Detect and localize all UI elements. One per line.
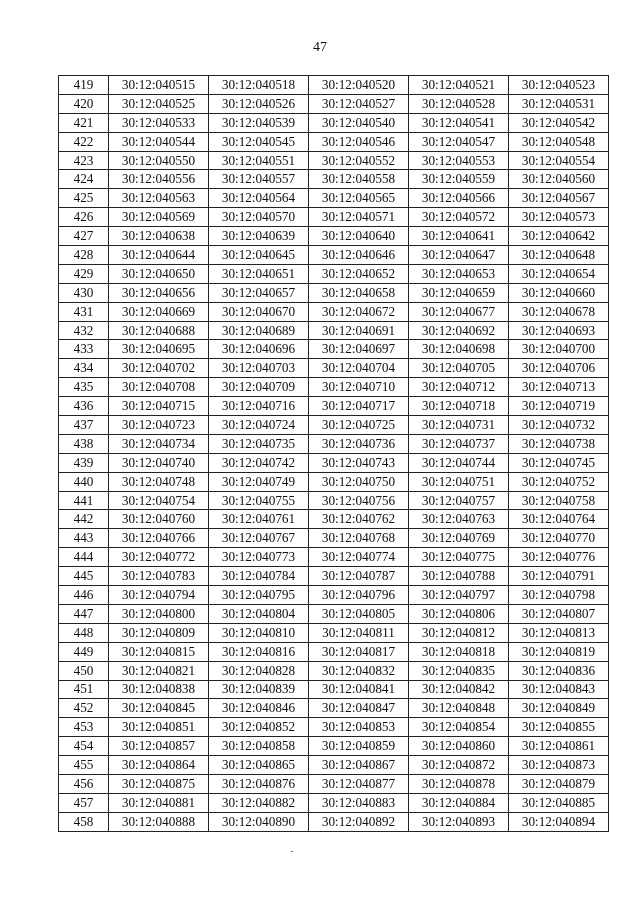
table-row (59, 321, 609, 340)
row-index-cell: 437 (59, 416, 109, 435)
cadastral-number-cell: 30:12:040769 (409, 529, 509, 548)
cadastral-number-cell: 30:12:040760 (109, 510, 209, 529)
cadastral-number-cell: 30:12:040843 (509, 680, 609, 699)
cadastral-number-cell: 30:12:040570 (209, 208, 309, 227)
row-index-cell: 419 (59, 76, 109, 95)
cadastral-number-cell: 30:12:040552 (309, 151, 409, 170)
table-row (59, 774, 609, 793)
cadastral-number-cell: 30:12:040678 (509, 302, 609, 321)
cadastral-number-cell: 30:12:040881 (109, 793, 209, 812)
cadastral-number-cell: 30:12:040567 (509, 189, 609, 208)
row-index-cell: 448 (59, 623, 109, 642)
cadastral-number-cell: 30:12:040557 (209, 170, 309, 189)
cadastral-number-cell: 30:12:040646 (309, 246, 409, 265)
row-index-cell: 434 (59, 359, 109, 378)
table-row (59, 604, 609, 623)
row-index-cell: 431 (59, 302, 109, 321)
table-row (59, 94, 609, 113)
cadastral-number-cell: 30:12:040559 (409, 170, 509, 189)
cadastral-number-cell: 30:12:040865 (209, 756, 309, 775)
cadastral-number-cell: 30:12:040857 (109, 737, 209, 756)
cadastral-number-cell: 30:12:040851 (109, 718, 209, 737)
row-index-cell: 456 (59, 774, 109, 793)
cadastral-number-cell: 30:12:040658 (309, 283, 409, 302)
cadastral-number-cell: 30:12:040547 (409, 132, 509, 151)
row-index-cell: 420 (59, 94, 109, 113)
cadastral-number-cell: 30:12:040569 (109, 208, 209, 227)
cadastral-number-cell: 30:12:040696 (209, 340, 309, 359)
cadastral-number-cell: 30:12:040852 (209, 718, 309, 737)
cadastral-number-cell: 30:12:040767 (209, 529, 309, 548)
cadastral-number-cell: 30:12:040672 (309, 302, 409, 321)
row-index-cell: 433 (59, 340, 109, 359)
row-index-cell: 449 (59, 642, 109, 661)
row-index-cell: 428 (59, 246, 109, 265)
cadastral-number-cell: 30:12:040644 (109, 246, 209, 265)
cadastral-number-cell: 30:12:040710 (309, 378, 409, 397)
cadastral-number-cell: 30:12:040540 (309, 113, 409, 132)
cadastral-number-cell: 30:12:040659 (409, 283, 509, 302)
table-row (59, 548, 609, 567)
cadastral-number-cell: 30:12:040819 (509, 642, 609, 661)
table-row (59, 76, 609, 95)
cadastral-number-cell: 30:12:040533 (109, 113, 209, 132)
cadastral-number-cell: 30:12:040652 (309, 264, 409, 283)
cadastral-number-cell: 30:12:040718 (409, 397, 509, 416)
cadastral-number-cell: 30:12:040744 (409, 453, 509, 472)
table-row (59, 283, 609, 302)
cadastral-number-cell: 30:12:040800 (109, 604, 209, 623)
table-row (59, 756, 609, 775)
cadastral-number-cell: 30:12:040657 (209, 283, 309, 302)
cadastral-number-cell: 30:12:040669 (109, 302, 209, 321)
row-index-cell: 427 (59, 227, 109, 246)
cadastral-number-cell: 30:12:040860 (409, 737, 509, 756)
footer-mark: · (290, 846, 294, 858)
cadastral-number-cell: 30:12:040724 (209, 416, 309, 435)
table-row (59, 680, 609, 699)
cadastral-number-cell: 30:12:040654 (509, 264, 609, 283)
cadastral-number-cell: 30:12:040651 (209, 264, 309, 283)
table-row (59, 246, 609, 265)
cadastral-number-cell: 30:12:040515 (109, 76, 209, 95)
cadastral-number-cell: 30:12:040885 (509, 793, 609, 812)
cadastral-number-cell: 30:12:040660 (509, 283, 609, 302)
cadastral-number-cell: 30:12:040892 (309, 812, 409, 831)
cadastral-number-cell: 30:12:040545 (209, 132, 309, 151)
cadastral-number-cell: 30:12:040882 (209, 793, 309, 812)
cadastral-number-cell: 30:12:040745 (509, 453, 609, 472)
table-row (59, 434, 609, 453)
cadastral-number-cell: 30:12:040756 (309, 491, 409, 510)
table-row (59, 397, 609, 416)
cadastral-number-cell: 30:12:040806 (409, 604, 509, 623)
cadastral-number-cell: 30:12:040546 (309, 132, 409, 151)
cadastral-number-cell: 30:12:040520 (309, 76, 409, 95)
cadastral-number-cell: 30:12:040774 (309, 548, 409, 567)
cadastral-number-cell: 30:12:040893 (409, 812, 509, 831)
cadastral-number-cell: 30:12:040715 (109, 397, 209, 416)
cadastral-number-cell: 30:12:040847 (309, 699, 409, 718)
cadastral-number-cell: 30:12:040788 (409, 567, 509, 586)
cadastral-number-cell: 30:12:040798 (509, 586, 609, 605)
table-row (59, 170, 609, 189)
cadastral-number-cell: 30:12:040712 (409, 378, 509, 397)
cadastral-number-cell: 30:12:040704 (309, 359, 409, 378)
table-row (59, 567, 609, 586)
cadastral-number-cell: 30:12:040772 (109, 548, 209, 567)
row-index-cell: 458 (59, 812, 109, 831)
cadastral-number-cell: 30:12:040757 (409, 491, 509, 510)
row-index-cell: 457 (59, 793, 109, 812)
cadastral-number-cell: 30:12:040842 (409, 680, 509, 699)
table-row (59, 132, 609, 151)
table-row (59, 510, 609, 529)
row-index-cell: 421 (59, 113, 109, 132)
cadastral-numbers-table (58, 75, 609, 832)
table-row (59, 359, 609, 378)
cadastral-number-cell: 30:12:040787 (309, 567, 409, 586)
cadastral-number-cell: 30:12:040855 (509, 718, 609, 737)
cadastral-number-cell: 30:12:040813 (509, 623, 609, 642)
cadastral-number-cell: 30:12:040879 (509, 774, 609, 793)
cadastral-number-cell: 30:12:040554 (509, 151, 609, 170)
cadastral-number-cell: 30:12:040723 (109, 416, 209, 435)
row-index-cell: 424 (59, 170, 109, 189)
cadastral-number-cell: 30:12:040641 (409, 227, 509, 246)
cadastral-number-cell: 30:12:040884 (409, 793, 509, 812)
cadastral-number-cell: 30:12:040809 (109, 623, 209, 642)
cadastral-number-cell: 30:12:040783 (109, 567, 209, 586)
table-row (59, 378, 609, 397)
cadastral-number-cell: 30:12:040528 (409, 94, 509, 113)
cadastral-number-cell: 30:12:040521 (409, 76, 509, 95)
table-row (59, 340, 609, 359)
table-row (59, 264, 609, 283)
cadastral-number-cell: 30:12:040697 (309, 340, 409, 359)
cadastral-number-cell: 30:12:040716 (209, 397, 309, 416)
cadastral-number-cell: 30:12:040775 (409, 548, 509, 567)
cadastral-number-cell: 30:12:040784 (209, 567, 309, 586)
cadastral-number-cell: 30:12:040752 (509, 472, 609, 491)
cadastral-number-cell: 30:12:040572 (409, 208, 509, 227)
cadastral-number-cell: 30:12:040565 (309, 189, 409, 208)
cadastral-number-cell: 30:12:040770 (509, 529, 609, 548)
row-index-cell: 443 (59, 529, 109, 548)
cadastral-number-cell: 30:12:040539 (209, 113, 309, 132)
cadastral-number-cell: 30:12:040526 (209, 94, 309, 113)
cadastral-number-cell: 30:12:040761 (209, 510, 309, 529)
row-index-cell: 430 (59, 283, 109, 302)
table-row (59, 793, 609, 812)
cadastral-number-cell: 30:12:040846 (209, 699, 309, 718)
cadastral-number-cell: 30:12:040888 (109, 812, 209, 831)
table-row (59, 623, 609, 642)
cadastral-number-cell: 30:12:040558 (309, 170, 409, 189)
table-row (59, 453, 609, 472)
table-body (59, 76, 609, 832)
cadastral-number-cell: 30:12:040815 (109, 642, 209, 661)
row-index-cell: 432 (59, 321, 109, 340)
table-row (59, 661, 609, 680)
cadastral-number-cell: 30:12:040751 (409, 472, 509, 491)
cadastral-number-cell: 30:12:040740 (109, 453, 209, 472)
cadastral-number-cell: 30:12:040796 (309, 586, 409, 605)
cadastral-number-cell: 30:12:040811 (309, 623, 409, 642)
cadastral-number-cell: 30:12:040527 (309, 94, 409, 113)
cadastral-number-cell: 30:12:040755 (209, 491, 309, 510)
cadastral-number-cell: 30:12:040670 (209, 302, 309, 321)
cadastral-number-cell: 30:12:040773 (209, 548, 309, 567)
cadastral-number-cell: 30:12:040647 (409, 246, 509, 265)
cadastral-number-cell: 30:12:040541 (409, 113, 509, 132)
cadastral-number-cell: 30:12:040763 (409, 510, 509, 529)
cadastral-number-cell: 30:12:040828 (209, 661, 309, 680)
cadastral-number-cell: 30:12:040525 (109, 94, 209, 113)
cadastral-number-cell: 30:12:040688 (109, 321, 209, 340)
cadastral-number-cell: 30:12:040734 (109, 434, 209, 453)
cadastral-number-cell: 30:12:040544 (109, 132, 209, 151)
cadastral-number-cell: 30:12:040695 (109, 340, 209, 359)
cadastral-number-cell: 30:12:040795 (209, 586, 309, 605)
cadastral-number-cell: 30:12:040556 (109, 170, 209, 189)
cadastral-number-cell: 30:12:040656 (109, 283, 209, 302)
cadastral-number-cell: 30:12:040841 (309, 680, 409, 699)
cadastral-number-cell: 30:12:040698 (409, 340, 509, 359)
cadastral-number-cell: 30:12:040849 (509, 699, 609, 718)
table-row (59, 699, 609, 718)
cadastral-number-cell: 30:12:040776 (509, 548, 609, 567)
cadastral-number-cell: 30:12:040709 (209, 378, 309, 397)
cadastral-number-cell: 30:12:040864 (109, 756, 209, 775)
table-row (59, 718, 609, 737)
cadastral-number-cell: 30:12:040821 (109, 661, 209, 680)
row-index-cell: 435 (59, 378, 109, 397)
cadastral-number-cell: 30:12:040754 (109, 491, 209, 510)
row-index-cell: 426 (59, 208, 109, 227)
cadastral-number-cell: 30:12:040639 (209, 227, 309, 246)
cadastral-number-cell: 30:12:040693 (509, 321, 609, 340)
row-index-cell: 446 (59, 586, 109, 605)
cadastral-number-cell: 30:12:040648 (509, 246, 609, 265)
cadastral-number-cell: 30:12:040817 (309, 642, 409, 661)
table-row (59, 586, 609, 605)
row-index-cell: 429 (59, 264, 109, 283)
cadastral-number-cell: 30:12:040867 (309, 756, 409, 775)
cadastral-number-cell: 30:12:040560 (509, 170, 609, 189)
row-index-cell: 455 (59, 756, 109, 775)
cadastral-number-cell: 30:12:040758 (509, 491, 609, 510)
cadastral-number-cell: 30:12:040807 (509, 604, 609, 623)
row-index-cell: 444 (59, 548, 109, 567)
cadastral-number-cell: 30:12:040725 (309, 416, 409, 435)
cadastral-number-cell: 30:12:040689 (209, 321, 309, 340)
cadastral-number-cell: 30:12:040731 (409, 416, 509, 435)
cadastral-number-cell: 30:12:040735 (209, 434, 309, 453)
cadastral-number-cell: 30:12:040743 (309, 453, 409, 472)
row-index-cell: 436 (59, 397, 109, 416)
cadastral-number-cell: 30:12:040542 (509, 113, 609, 132)
cadastral-number-cell: 30:12:040523 (509, 76, 609, 95)
cadastral-number-cell: 30:12:040677 (409, 302, 509, 321)
row-index-cell: 442 (59, 510, 109, 529)
row-index-cell: 440 (59, 472, 109, 491)
cadastral-number-cell: 30:12:040810 (209, 623, 309, 642)
page-number: 47 (313, 40, 327, 55)
cadastral-number-cell: 30:12:040736 (309, 434, 409, 453)
table-row (59, 227, 609, 246)
cadastral-number-cell: 30:12:040858 (209, 737, 309, 756)
cadastral-number-cell: 30:12:040890 (209, 812, 309, 831)
cadastral-number-cell: 30:12:040738 (509, 434, 609, 453)
cadastral-number-cell: 30:12:040877 (309, 774, 409, 793)
cadastral-number-cell: 30:12:040797 (409, 586, 509, 605)
cadastral-number-cell: 30:12:040571 (309, 208, 409, 227)
row-index-cell: 438 (59, 434, 109, 453)
cadastral-number-cell: 30:12:040875 (109, 774, 209, 793)
cadastral-number-cell: 30:12:040818 (409, 642, 509, 661)
cadastral-number-cell: 30:12:040853 (309, 718, 409, 737)
cadastral-number-cell: 30:12:040653 (409, 264, 509, 283)
table-row (59, 208, 609, 227)
cadastral-number-cell: 30:12:040872 (409, 756, 509, 775)
table-row (59, 151, 609, 170)
cadastral-number-cell: 30:12:040719 (509, 397, 609, 416)
row-index-cell: 445 (59, 567, 109, 586)
table-row (59, 737, 609, 756)
row-index-cell: 447 (59, 604, 109, 623)
cadastral-number-cell: 30:12:040762 (309, 510, 409, 529)
cadastral-number-cell: 30:12:040564 (209, 189, 309, 208)
row-index-cell: 425 (59, 189, 109, 208)
cadastral-number-cell: 30:12:040859 (309, 737, 409, 756)
cadastral-number-cell: 30:12:040832 (309, 661, 409, 680)
cadastral-number-cell: 30:12:040854 (409, 718, 509, 737)
cadastral-number-cell: 30:12:040548 (509, 132, 609, 151)
cadastral-number-cell: 30:12:040563 (109, 189, 209, 208)
cadastral-number-cell: 30:12:040638 (109, 227, 209, 246)
cadastral-number-cell: 30:12:040835 (409, 661, 509, 680)
cadastral-number-cell: 30:12:040848 (409, 699, 509, 718)
cadastral-number-cell: 30:12:040861 (509, 737, 609, 756)
cadastral-number-cell: 30:12:040705 (409, 359, 509, 378)
cadastral-number-cell: 30:12:040703 (209, 359, 309, 378)
cadastral-number-cell: 30:12:040839 (209, 680, 309, 699)
cadastral-number-cell: 30:12:040816 (209, 642, 309, 661)
cadastral-number-cell: 30:12:040845 (109, 699, 209, 718)
cadastral-number-cell: 30:12:040706 (509, 359, 609, 378)
cadastral-number-cell: 30:12:040700 (509, 340, 609, 359)
cadastral-number-cell: 30:12:040838 (109, 680, 209, 699)
cadastral-number-cell: 30:12:040805 (309, 604, 409, 623)
cadastral-number-cell: 30:12:040749 (209, 472, 309, 491)
row-index-cell: 439 (59, 453, 109, 472)
cadastral-number-cell: 30:12:040717 (309, 397, 409, 416)
table-row (59, 812, 609, 831)
cadastral-number-cell: 30:12:040650 (109, 264, 209, 283)
table-row (59, 113, 609, 132)
row-index-cell: 452 (59, 699, 109, 718)
cadastral-number-cell: 30:12:040794 (109, 586, 209, 605)
cadastral-number-cell: 30:12:040836 (509, 661, 609, 680)
cadastral-number-cell: 30:12:040566 (409, 189, 509, 208)
cadastral-number-cell: 30:12:040750 (309, 472, 409, 491)
cadastral-number-cell: 30:12:040812 (409, 623, 509, 642)
row-index-cell: 453 (59, 718, 109, 737)
cadastral-number-cell: 30:12:040708 (109, 378, 209, 397)
cadastral-number-cell: 30:12:040531 (509, 94, 609, 113)
row-index-cell: 454 (59, 737, 109, 756)
cadastral-number-cell: 30:12:040873 (509, 756, 609, 775)
row-index-cell: 441 (59, 491, 109, 510)
cadastral-number-cell: 30:12:040702 (109, 359, 209, 378)
cadastral-number-cell: 30:12:040518 (209, 76, 309, 95)
cadastral-number-cell: 30:12:040748 (109, 472, 209, 491)
table-row (59, 416, 609, 435)
cadastral-number-cell: 30:12:040766 (109, 529, 209, 548)
cadastral-number-cell: 30:12:040804 (209, 604, 309, 623)
cadastral-number-cell: 30:12:040791 (509, 567, 609, 586)
cadastral-number-cell: 30:12:040640 (309, 227, 409, 246)
cadastral-number-cell: 30:12:040551 (209, 151, 309, 170)
table-row (59, 189, 609, 208)
table-row (59, 529, 609, 548)
cadastral-number-cell: 30:12:040764 (509, 510, 609, 529)
cadastral-number-cell: 30:12:040742 (209, 453, 309, 472)
table-row (59, 472, 609, 491)
row-index-cell: 451 (59, 680, 109, 699)
cadastral-number-cell: 30:12:040894 (509, 812, 609, 831)
cadastral-number-cell: 30:12:040692 (409, 321, 509, 340)
cadastral-number-cell: 30:12:040732 (509, 416, 609, 435)
row-index-cell: 450 (59, 661, 109, 680)
cadastral-number-cell: 30:12:040553 (409, 151, 509, 170)
table-row (59, 642, 609, 661)
cadastral-number-cell: 30:12:040573 (509, 208, 609, 227)
row-index-cell: 423 (59, 151, 109, 170)
cadastral-number-cell: 30:12:040713 (509, 378, 609, 397)
cadastral-number-cell: 30:12:040768 (309, 529, 409, 548)
cadastral-number-cell: 30:12:040691 (309, 321, 409, 340)
table-row (59, 491, 609, 510)
cadastral-number-cell: 30:12:040876 (209, 774, 309, 793)
cadastral-number-cell: 30:12:040550 (109, 151, 209, 170)
cadastral-number-cell: 30:12:040645 (209, 246, 309, 265)
table-row (59, 302, 609, 321)
row-index-cell: 422 (59, 132, 109, 151)
cadastral-number-cell: 30:12:040737 (409, 434, 509, 453)
cadastral-number-cell: 30:12:040878 (409, 774, 509, 793)
cadastral-number-cell: 30:12:040642 (509, 227, 609, 246)
cadastral-number-cell: 30:12:040883 (309, 793, 409, 812)
